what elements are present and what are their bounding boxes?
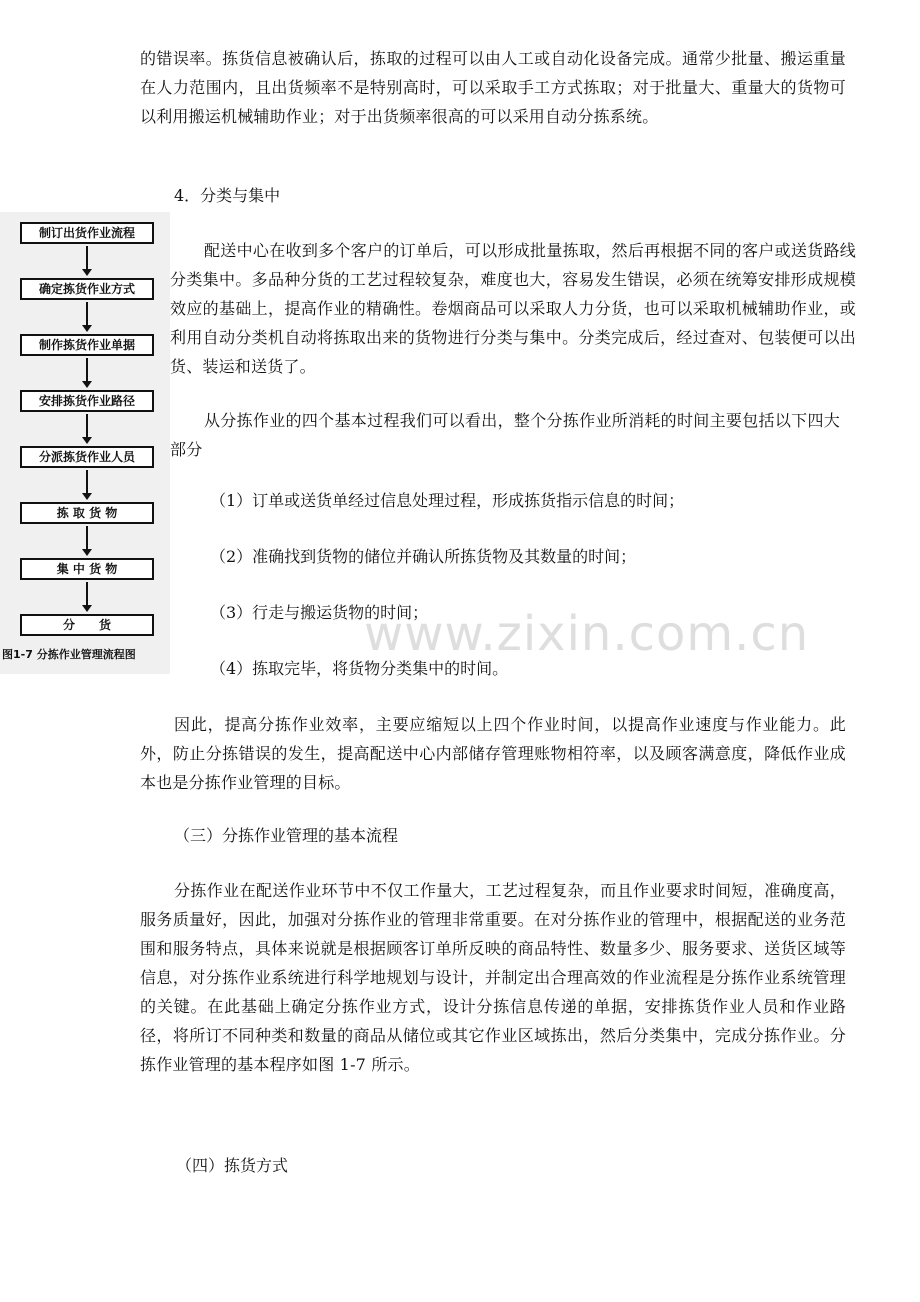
heading-basic-flow: （三）分拣作业管理的基本流程 <box>174 826 399 845</box>
list-item: （1）订单或送货单经过信息处理过程，形成拣货指示信息的时间； <box>210 491 685 510</box>
flow-step-7: 集 中 货 物 <box>20 558 154 580</box>
flow-step-8: 分 货 <box>20 614 154 636</box>
flow-arrow <box>86 582 88 610</box>
flow-arrow <box>86 526 88 554</box>
list-item: （2）准确找到货物的储位并确认所拣货物及其数量的时间； <box>210 547 637 566</box>
paragraph-flow-management: 分拣作业在配送作业环节中不仅工作量大，工艺过程复杂，而且作业要求时间短，准确度高，服务质量好，因此，加强对分拣作业的管理非常重要。在对分拣作业的管理中，根据配送的业务范围和服务特点，具体来说就是根据顾客订单所反映的商品特性、数量多少、服务要求、送货区域等信息，对分拣作业系统进行科学地规划与设计，并制定出合理高效的作业流程是分拣作业系统管理的关键。在此基础上确定分拣作业方式，设计分拣信息传递的单据，安排拣货作业人员和作业路径，将所订不同种类和数量的商品从储位或其它作业区域拣出，然后分类集中，完成分拣作业。分拣作业管理的基本程序如图 1-7 所示。 <box>140 881 846 1074</box>
flow-step-2: 确定拣货作业方式 <box>20 278 154 300</box>
figure-caption: 图1-7 分拣作业管理流程图 <box>2 648 136 661</box>
flow-arrow <box>86 358 88 386</box>
flow-arrow <box>86 470 88 498</box>
list-item: （4）拣取完毕，将货物分类集中的时间。 <box>210 659 509 678</box>
flow-step-6: 拣 取 货 物 <box>20 502 154 524</box>
heading-picking-methods: （四）拣货方式 <box>176 1156 289 1175</box>
flow-arrow <box>86 414 88 442</box>
flow-step-3: 制作拣货作业单据 <box>20 334 154 356</box>
paragraph-picking-completion: 的错误率。拣货信息被确认后，拣取的过程可以由人工或自动化设备完成。通常少批量、搬运重量在人力范围内，且出货频率不是特别高时，可以采取手工方式拣取；对于批量大、重量大的货物可以利用搬运机械辅助作业；对于出货频率很高的可以采用自动分拣系统。 <box>140 49 846 126</box>
flow-step-5: 分派拣货作业人员 <box>20 446 154 468</box>
flow-arrow <box>86 302 88 330</box>
flow-step-4: 安排拣货作业路径 <box>20 390 154 412</box>
list-item: （3）行走与搬运货物的时间； <box>210 603 429 622</box>
paragraph-four-parts-intro: 从分拣作业的四个基本过程我们可以看出，整个分拣作业所消耗的时间主要包括以下四大部分 <box>170 411 840 459</box>
paragraph-classification-detail: 配送中心在收到多个客户的订单后，可以形成批量拣取，然后再根据不同的客户或送货路线分类集中。多品种分货的工艺过程较复杂，难度也大，容易发生错误，必须在统筹安排形成规模效应的基础上，提高作业的精确性。卷烟商品可以采取人力分货，也可以采取机械辅助作业，或利用自动分类机自动将拣取出来的货物进行分类与集中。分类完成后，经过查对、包装便可以出货、装运和送货了。 <box>170 241 856 376</box>
flow-step-1: 制订出货作业流程 <box>20 222 154 244</box>
paragraph-efficiency: 因此，提高分拣作业效率，主要应缩短以上四个作业时间，以提高作业速度与作业能力。此外，防止分拣错误的发生，提高配送中心内部储存管理账物相符率，以及顾客满意度，降低作业成本也是分拣作业管理的目标。 <box>140 715 846 792</box>
watermark: www.zixin.com.cn <box>364 606 810 662</box>
flow-arrow <box>86 246 88 274</box>
heading-classification: 4．分类与集中 <box>174 186 281 205</box>
flowchart-figure <box>0 212 170 674</box>
